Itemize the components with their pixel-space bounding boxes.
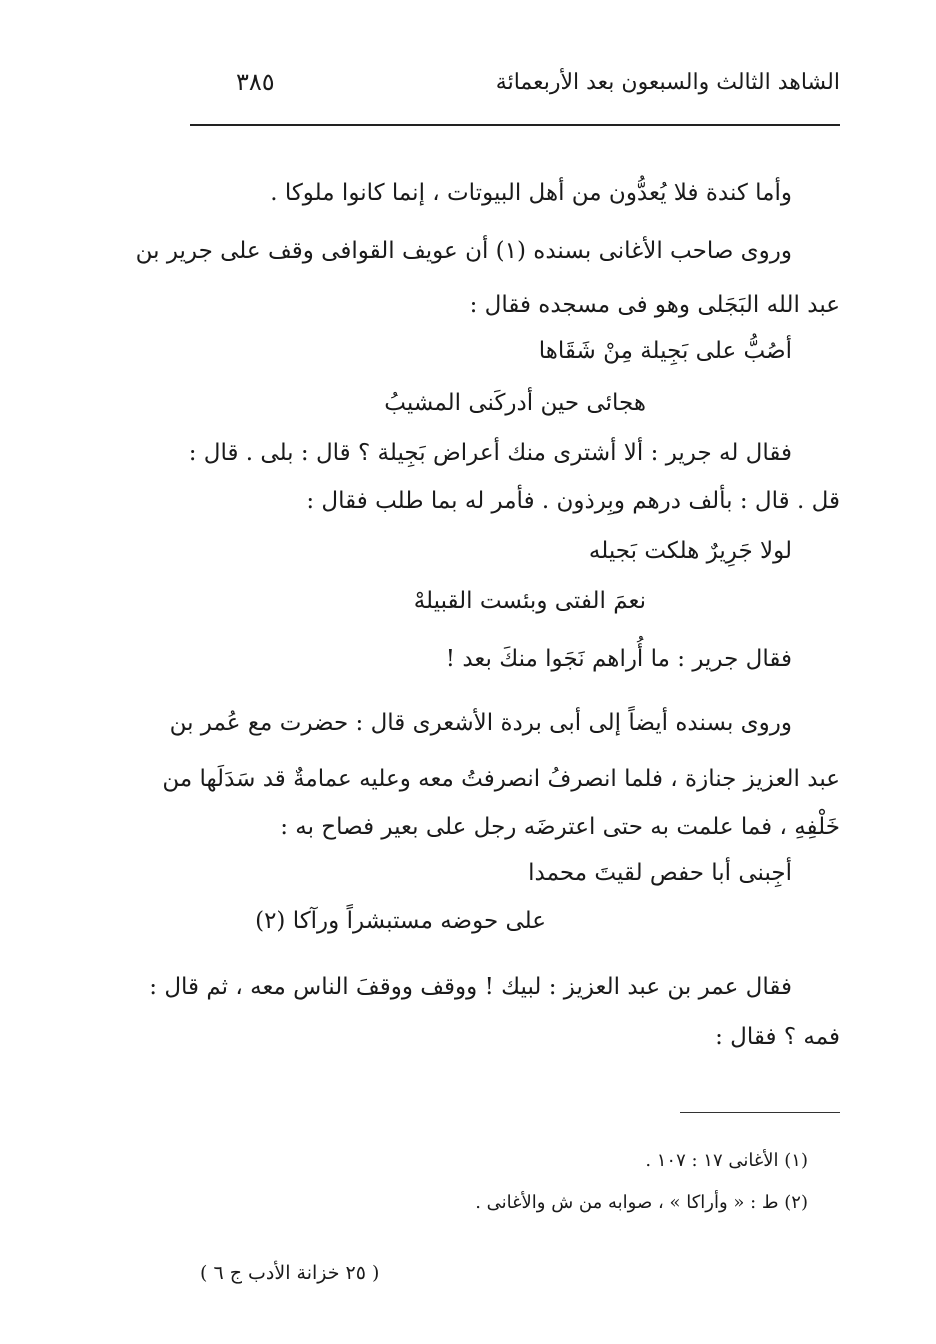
body-line: عبد العزيز جنازة ، فلما انصرفُ انصرفتُ معه وعليه عمامةٌ قد سَدَلَها من xyxy=(162,766,840,792)
body-line: وروى بسنده أيضاً إلى أبى بردة الأشعرى قال : حضرت مع عُمر بن xyxy=(169,710,792,736)
body-line: فقال له جرير : ألا أشترى منك أعراض بَجِيلة ؟ قال : بلى . قال : xyxy=(188,440,792,466)
printer-signature: ( ٢٥ خزانة الأدب ج ٦ ) xyxy=(200,1262,380,1284)
verse-line: لولا جَرِيرٌ هلكت بَجيله xyxy=(588,538,792,564)
footnote-rule xyxy=(680,1112,840,1113)
body-line: عبد الله البَجَلى وهو فى مسجده فقال : xyxy=(469,292,840,318)
verse-line: أجِبنى أبا حفص لقيتَ محمدا xyxy=(528,860,792,886)
verse-line: نعمَ الفتى وبئست القبيلهْ xyxy=(413,588,646,614)
verse-line: أصُبُّ على بَجِيلة مِنْ شَقَاها xyxy=(538,338,792,364)
body-line: فقال عمر بن عبد العزيز : لبيك ! ووقف ووقفَ الناس معه ، ثم قال : xyxy=(149,974,792,1000)
verse-line: هجائى حين أدركَنى المشيبُ xyxy=(384,390,646,416)
body-line: خَلْفِهِ ، فما علمت به حتى اعترضَه رجل على بعير فصاح به : xyxy=(280,814,840,840)
body-line: فقال جرير : ما أُراهم نَجَوا منكَ بعد ! xyxy=(445,646,792,672)
page-number: ٣٨٥ xyxy=(236,68,275,96)
body-line: فمه ؟ فقال : xyxy=(715,1024,840,1050)
footnote: (٢) ط : « وأراكا » ، صوابه من ش والأغانى . xyxy=(475,1192,808,1213)
body-line: وروى صاحب الأغانى بسنده (١) أن عويف القوافى وقف على جرير بن xyxy=(135,238,792,264)
footnote: (١) الأغانى ١٧ : ١٠٧ . xyxy=(645,1150,808,1171)
running-title: الشاهد الثالث والسبعون بعد الأربعمائة xyxy=(495,70,840,95)
body-line: وأما كندة فلا يُعدُّون من أهل البيوتات ، إنما كانوا ملوكا . xyxy=(270,180,792,206)
header-rule xyxy=(190,124,840,126)
body-line: قل . قال : بألف درهم وبِرذون . فأمر له بما طلب فقال : xyxy=(306,488,840,514)
verse-line: على حوضه مستبشراً ورآكا (٢) xyxy=(255,908,546,934)
